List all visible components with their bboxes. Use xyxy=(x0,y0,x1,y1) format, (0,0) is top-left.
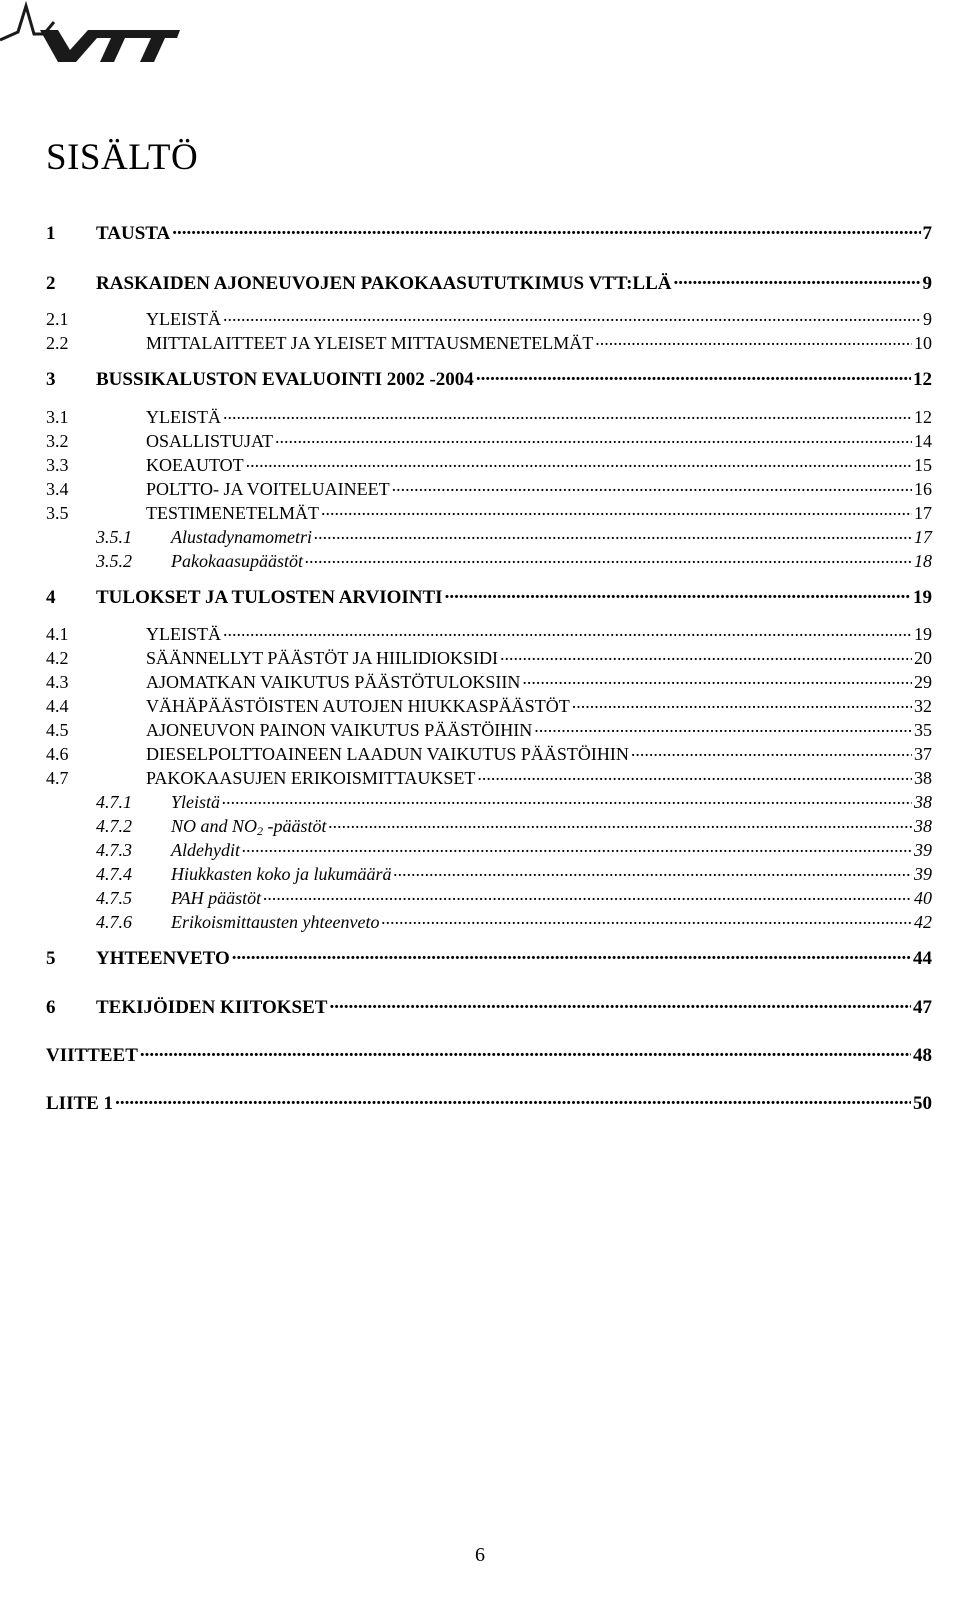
dot-leader xyxy=(445,579,911,603)
page-number: 6 xyxy=(475,1544,485,1566)
toc-entry-label: POLTTO- JA VOITELUAINEET xyxy=(146,479,390,499)
toc-entry[interactable] xyxy=(46,471,932,499)
toc-entry-page: 12 xyxy=(913,369,932,390)
toc-entry[interactable] xyxy=(46,495,932,523)
toc-entry-label: AJOMATKAN VAIKUTUS PÄÄSTÖTULOKSIIN xyxy=(146,672,521,692)
toc-entry-label: RASKAIDEN AJONEUVOJEN PAKOKAASUTUTKIMUS VTT:LLÄ xyxy=(96,273,672,294)
toc-entry-label: TEKIJÖIDEN KIITOKSET xyxy=(96,997,328,1018)
toc-entry-page: 38 xyxy=(914,768,932,788)
toc-entry-label: YLEISTÄ xyxy=(146,624,221,644)
dot-leader xyxy=(500,640,912,664)
toc-entry-label: Pakokaasupäästöt xyxy=(171,551,303,571)
dot-leader xyxy=(140,1037,911,1061)
toc-entry-page: 18 xyxy=(914,551,932,571)
toc-entry-number: 3.5.1 xyxy=(96,527,132,547)
dot-leader xyxy=(172,215,920,239)
toc-entry-page: 15 xyxy=(914,455,932,475)
toc-entry-label: AJONEUVON PAINON VAIKUTUS PÄÄSTÖIHIN xyxy=(146,720,533,740)
dot-leader xyxy=(393,856,912,880)
toc-entry-page: 20 xyxy=(914,648,932,668)
dot-leader xyxy=(321,495,912,519)
dot-leader xyxy=(476,361,911,385)
toc-entry-page: 19 xyxy=(914,624,932,644)
toc-entry-number: 2 xyxy=(46,273,56,294)
toc-entry-label: Yleistä xyxy=(171,792,221,812)
toc-entry[interactable] xyxy=(46,712,932,740)
toc-entry-page: 32 xyxy=(914,696,932,716)
toc-entry-page: 39 xyxy=(914,864,932,884)
toc-entry-page: 47 xyxy=(913,997,932,1018)
toc-entry-label: Alustadynamometri xyxy=(171,527,312,547)
toc-entry-number: 3.5.2 xyxy=(96,551,132,571)
dot-leader xyxy=(223,301,921,325)
toc-entry-page: 50 xyxy=(913,1093,932,1114)
dot-leader xyxy=(242,832,912,856)
toc-entry-number: 4.5 xyxy=(46,720,69,740)
toc-entry-page: 9 xyxy=(922,273,932,294)
toc-entry-label: Erikoismittausten yhteenveto xyxy=(171,912,380,932)
toc-entry-label: YLEISTÄ xyxy=(146,309,221,329)
toc-entry-number: 3.4 xyxy=(46,479,69,499)
toc-entry-label: BUSSIKALUSTON EVALUOINTI 2002 -2004 xyxy=(96,369,474,390)
toc-entry-label: VÄHÄPÄÄSTÖISTEN AUTOJEN HIUKKASPÄÄSTÖT xyxy=(146,696,570,716)
toc-entry[interactable] xyxy=(46,361,932,390)
toc-entry-label: YHTEENVETO xyxy=(96,948,230,969)
toc-entry-number: 5 xyxy=(46,948,56,969)
toc-entry-number: 4.7.1 xyxy=(96,792,132,812)
toc-entry[interactable] xyxy=(46,880,932,908)
toc-entry[interactable] xyxy=(46,736,932,764)
toc-entry-label: VIITTEET xyxy=(46,1045,138,1066)
dot-leader xyxy=(223,616,912,640)
dot-leader xyxy=(329,989,911,1013)
toc-entry-label: Hiukkasten koko ja lukumäärä xyxy=(171,864,392,884)
toc-entry-number: 3.1 xyxy=(46,407,69,427)
toc-entry[interactable] xyxy=(46,688,932,716)
toc-entry-page: 9 xyxy=(923,309,932,329)
toc-entry-label: PAKOKAASUJEN ERIKOISMITTAUKSET xyxy=(146,768,476,788)
toc-entry[interactable] xyxy=(46,519,932,547)
toc-entry-number: 2.2 xyxy=(46,333,69,353)
toc-entry-number: 4.7 xyxy=(46,768,69,788)
toc-entry-page: 39 xyxy=(914,840,932,860)
toc-entry-number: 3.3 xyxy=(46,455,69,475)
toc-entry-label: PAH päästöt xyxy=(171,888,262,908)
toc-entry[interactable] xyxy=(46,399,932,427)
toc-entry-page: 19 xyxy=(913,587,932,608)
dot-leader xyxy=(263,880,912,904)
toc-entry-number: 3.2 xyxy=(46,431,69,451)
dot-leader xyxy=(381,904,912,928)
toc-entry-page: 14 xyxy=(914,431,932,451)
toc-entry-page: 44 xyxy=(913,948,932,969)
toc-entry-label: TESTIMENETELMÄT xyxy=(146,503,319,523)
dot-leader xyxy=(223,399,912,423)
dot-leader xyxy=(674,265,921,289)
toc-entry-number: 4.2 xyxy=(46,648,69,668)
toc-entry-label: TAUSTA xyxy=(96,223,171,244)
toc-entry-number: 4.7.2 xyxy=(96,816,132,836)
toc-entry-label: NO and $NO_2$ -päästöt xyxy=(171,816,327,838)
toc-entry[interactable] xyxy=(46,579,932,608)
dot-leader xyxy=(534,712,912,736)
dot-leader xyxy=(392,471,912,495)
toc-entry-page: 7 xyxy=(922,223,932,244)
dot-leader xyxy=(595,325,912,349)
toc-entry[interactable] xyxy=(46,215,932,244)
toc-entry-label: DIESELPOLTTOAINEEN LAADUN VAIKUTUS PÄÄSTÖIHIN xyxy=(146,744,629,764)
toc-entry[interactable] xyxy=(46,808,932,838)
toc-entry[interactable] xyxy=(46,832,932,860)
toc-entry-page: 37 xyxy=(914,744,932,764)
dot-leader xyxy=(522,664,912,688)
dot-leader xyxy=(572,688,912,712)
toc-entry-page: 17 xyxy=(914,527,932,547)
toc-entry-page: 48 xyxy=(913,1045,932,1066)
toc-entry-label: KOEAUTOT xyxy=(146,455,244,475)
toc-entry-page: 10 xyxy=(914,333,932,353)
toc-entry[interactable] xyxy=(46,784,932,812)
toc-entry-number: 4.6 xyxy=(46,744,69,764)
toc-entry[interactable] xyxy=(46,989,932,1018)
toc-entry-page: 16 xyxy=(914,479,932,499)
toc-entry-page: 35 xyxy=(914,720,932,740)
page-title: SISÄLTÖ xyxy=(46,137,199,178)
toc-entry-label: Aldehydit xyxy=(171,840,240,860)
dot-leader xyxy=(232,940,911,964)
toc-entry-page: 29 xyxy=(914,672,932,692)
toc-entry-number: 4.4 xyxy=(46,696,69,716)
toc-entry[interactable] xyxy=(46,616,932,644)
dot-leader xyxy=(305,543,912,567)
toc-entry-label: SÄÄNNELLYT PÄÄSTÖT JA HIILIDIOKSIDI xyxy=(146,648,499,668)
toc-entry-page: 17 xyxy=(914,503,932,523)
toc-entry-number: 3 xyxy=(46,369,56,390)
vtt-logo xyxy=(0,0,185,75)
toc-entry-page: 42 xyxy=(914,912,932,932)
toc-entry-label: MITTALAITTEET JA YLEISET MITTAUSMENETELMÄT xyxy=(146,333,594,353)
toc-entry-number: 4.7.6 xyxy=(96,912,132,932)
toc-entry-number: 4 xyxy=(46,587,56,608)
dot-leader xyxy=(222,784,912,808)
toc-entry-label: TULOKSET JA TULOSTEN ARVIOINTI xyxy=(96,587,443,608)
toc-entry-number: 4.7.4 xyxy=(96,864,132,884)
toc-entry[interactable] xyxy=(46,940,932,969)
dot-leader xyxy=(631,736,912,760)
toc-entry-number: 4.7.3 xyxy=(96,840,132,860)
toc-entry[interactable] xyxy=(46,265,932,294)
dot-leader xyxy=(477,760,912,784)
toc-entry-page: 38 xyxy=(914,792,932,812)
toc-entry-number: 2.1 xyxy=(46,309,69,329)
toc-entry[interactable] xyxy=(46,1085,932,1114)
dot-leader xyxy=(329,808,912,832)
toc-entry[interactable] xyxy=(46,760,932,788)
toc-entry-number: 3.5 xyxy=(46,503,69,523)
toc-entry[interactable] xyxy=(46,664,932,692)
toc-entry[interactable] xyxy=(46,447,932,475)
toc-entry-label: OSALLISTUJAT xyxy=(146,431,274,451)
toc-entry-number: 1 xyxy=(46,223,56,244)
dot-leader xyxy=(115,1085,911,1109)
toc-entry-page: 40 xyxy=(914,888,932,908)
toc-entry-number: 4.3 xyxy=(46,672,69,692)
toc-entry-label: LIITE 1 xyxy=(46,1093,114,1114)
toc-entry[interactable] xyxy=(46,325,932,353)
toc-entry[interactable] xyxy=(46,904,932,932)
dot-leader xyxy=(314,519,912,543)
toc-entry[interactable] xyxy=(46,543,932,571)
toc-entry-number: 4.7.5 xyxy=(96,888,132,908)
toc-entry[interactable] xyxy=(46,1037,932,1066)
toc-entry[interactable] xyxy=(46,301,932,329)
dot-leader xyxy=(275,423,912,447)
toc-entry[interactable] xyxy=(46,856,932,884)
toc-entry-page: 12 xyxy=(914,407,932,427)
dot-leader xyxy=(246,447,912,471)
toc-entry[interactable] xyxy=(46,423,932,451)
toc-entry-number: 4.1 xyxy=(46,624,69,644)
toc-entry[interactable] xyxy=(46,640,932,668)
toc-entry-page: 38 xyxy=(914,816,932,836)
toc-entry-number: 6 xyxy=(46,997,56,1018)
toc-entry-label: YLEISTÄ xyxy=(146,407,221,427)
